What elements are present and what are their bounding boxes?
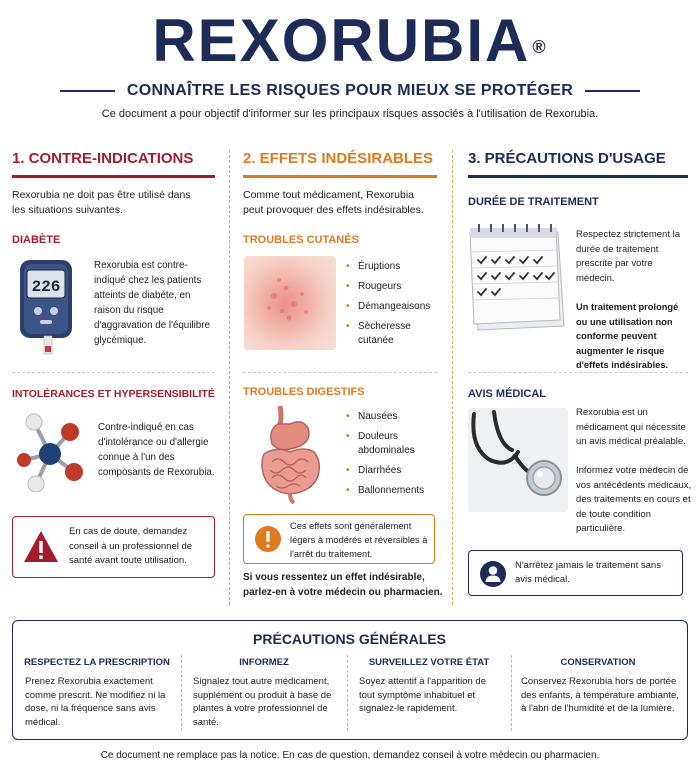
col2-title: 2. EFFETS INDÉSIRABLES [243, 150, 437, 178]
general-text-4: Conservez Rexorubia hors de portée des enfants, à température ambiante, à l'abri de l'humidité et de la lumière. [521, 676, 679, 714]
brand-title: REXORUBIA ® [152, 7, 548, 74]
list-item: • Douleurs abdominales [346, 430, 436, 458]
diabete-text: Rexorubia est contre-indiqué chez les patients atteints de diabète, en raison du risque d'aggravation de l'équilibre glycémique. [94, 260, 210, 346]
list-item: • Rougeurs [346, 280, 436, 294]
calendar-icon [468, 222, 566, 334]
molecule-icon [12, 410, 90, 492]
glucose-meter-icon [14, 256, 84, 356]
list-item: • Éruptions [346, 260, 436, 274]
doctor-icon [479, 560, 507, 588]
col3-title: 3. PRÉCAUTIONS D'USAGE [468, 150, 688, 178]
skin-rash-image [244, 256, 336, 350]
col2-intro: Comme tout médicament, Rexorubia peut provoquer des effets indésirables. [243, 189, 424, 216]
section-divider [243, 372, 437, 373]
column-divider [452, 150, 453, 605]
column-divider [347, 655, 348, 731]
tagline-rule-left [60, 90, 115, 92]
column-divider [229, 150, 230, 605]
list-item: • Ballonnements [346, 484, 436, 498]
general-heading-4: CONSERVATION [560, 657, 636, 668]
duree-text-2: Un traitement prolongé ou une utilisation non conforme peuvent augmenter le risque d'effets indésirables. [576, 302, 679, 370]
general-heading-2: INFORMEZ [239, 657, 289, 668]
section-divider [468, 372, 688, 373]
column-divider [181, 655, 182, 731]
list-item: • Démangeaisons [346, 300, 436, 314]
avis-text-2: Informez votre médecin de vos antécédents médicaux, des traitements en cours et de toute condition particulière. [576, 465, 692, 534]
col1-warning-box [12, 516, 215, 578]
col1-title: 1. CONTRE-INDICATIONS [12, 150, 215, 178]
tagline: CONNAÎTRE LES RISQUES POUR MIEUX SE PROTÉGER [126, 82, 574, 99]
footer-disclaimer: Ce document ne remplace pas la notice. En cas de question, demandez conseil à votre médecin ou pharmacien. [100, 750, 600, 761]
column-divider [511, 655, 512, 731]
general-text-1: Prenez Rexorubia exactement comme prescrit. Ne modifiez ni la dose, ni la fréquence sans avis médical. [25, 676, 166, 728]
stethoscope-icon [468, 408, 568, 512]
digestifs-list [346, 410, 436, 504]
col2-advice: Si vous ressentez un effet indésirable, parlez-en à votre médecin ou pharmacien. [243, 572, 443, 598]
intro-text: Ce document a pour objectif d'informer sur les principaux risques associés à l'utilisation de Rexorubia. [101, 108, 599, 120]
general-heading-3: SURVEILLEZ VOTRE ÉTAT [368, 657, 490, 668]
general-text-3: Soyez attentif à l'apparition de tout symptôme inhabituel et signalez-le rapidement. [359, 676, 486, 714]
duree-text-1: Respectez strictement la durée de traitement prescrite par votre médecin. [576, 229, 681, 284]
intolerance-heading: INTOLÉRANCES ET HYPERSENSIBILITÉ [12, 388, 215, 400]
general-text-2: Signalez tout autre médicament, supplément ou produit à base de plantes à votre professionnel de santé. [193, 676, 332, 728]
tagline-rule-right [585, 90, 640, 92]
list-item: • Diarrhées [346, 464, 436, 478]
exclamation-icon [254, 525, 282, 553]
digestifs-heading: TROUBLES DIGESTIFS [243, 386, 365, 398]
digestive-system-icon [250, 404, 330, 504]
section-divider [12, 372, 215, 373]
intolerance-text: Contre-indiqué en cas d'intolérance ou d'allergie connue à l'un des composants de Rexorubia. [98, 422, 215, 478]
general-precautions-box [12, 620, 688, 740]
general-heading-1: RESPECTEZ LA PRESCRIPTION [24, 657, 170, 668]
diabete-heading: DIABÈTE [12, 234, 61, 246]
cutanes-list [346, 260, 436, 354]
general-title: PRÉCAUTIONS GÉNÉRALES [253, 631, 446, 647]
avis-heading: AVIS MÉDICAL [468, 388, 547, 400]
col2-note-box [243, 514, 435, 564]
col1-warning-text: En cas de doute, demandez conseil à un professionnel de santé avant toute utilisation. [69, 526, 193, 566]
warning-icon [23, 529, 59, 565]
list-item: • Nausées [346, 410, 436, 424]
tagline-row [60, 80, 640, 102]
cutanes-heading: TROUBLES CUTANÉS [243, 234, 359, 246]
col2-note-text: Ces effets sont généralement légers à modérés et réversibles à l'arrêt du traitement. [290, 521, 428, 559]
avis-text-1: Rexorubia est un médicament qui nécessite un avis médical préalable. [576, 407, 686, 447]
list-item: • Sècheresse cutanée [346, 320, 436, 348]
col3-note-box [468, 550, 683, 596]
col1-intro: Rexorubia ne doit pas être utilisé dans les situations suivantes. [12, 189, 191, 216]
meter-reading: 226 [31, 278, 61, 296]
duree-heading: DURÉE DE TRAITEMENT [468, 196, 599, 208]
col3-note-text: N'arrêtez jamais le traitement sans avis médical. [515, 560, 661, 585]
